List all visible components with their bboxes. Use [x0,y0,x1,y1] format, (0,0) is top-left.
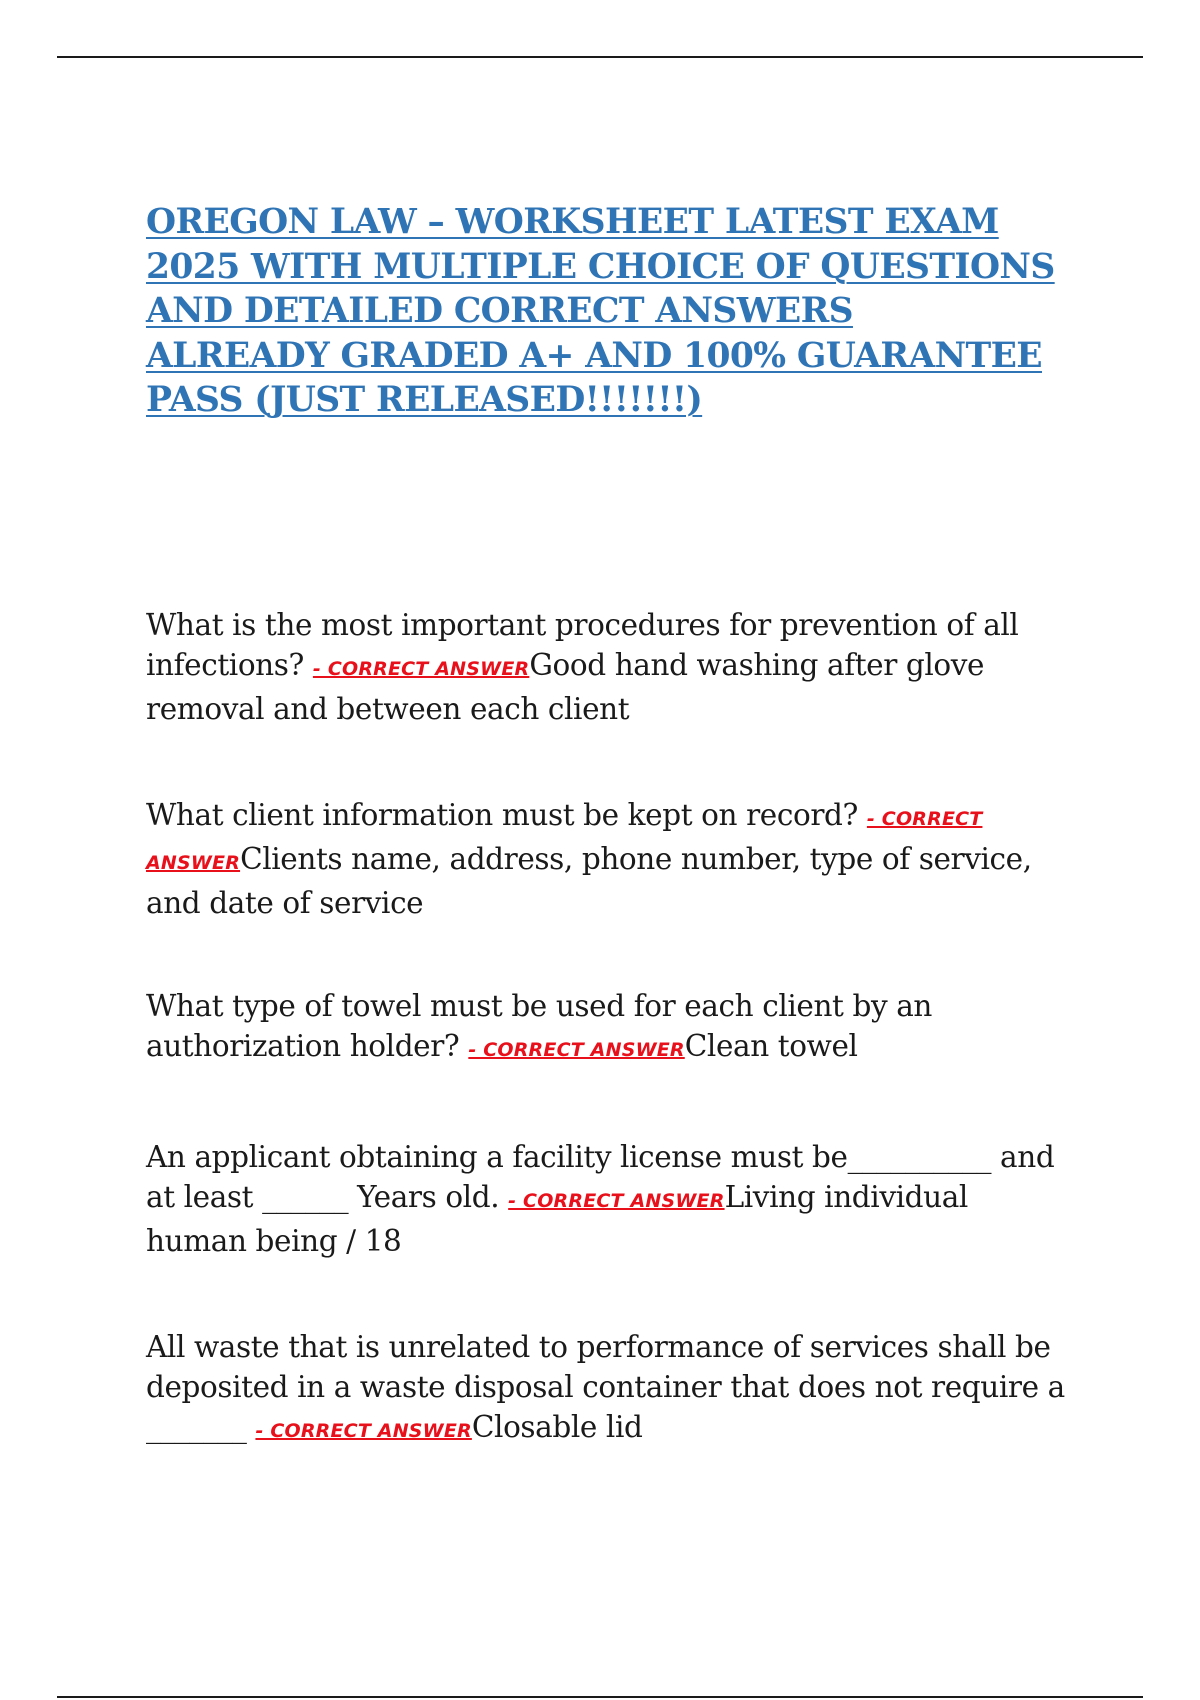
question-answer-item [146,1137,1076,1261]
answer-text: human being / 18 [146,1224,402,1258]
title-line: PASS (JUST RELEASED!!!!!!!) [146,380,703,420]
question-answer-item [146,605,1076,729]
title-line: 2025 WITH MULTIPLE CHOICE OF QUESTIONS [146,246,1055,287]
answer-text: Closable lid [471,1410,643,1444]
question-text: deposited in a waste disposal container that does not require a [146,1370,1065,1404]
question-answer-line [146,795,1076,839]
title-line: OREGON LAW – WORKSHEET LATEST EXAM [146,202,999,242]
question-text: What client information must be kept on record? [146,798,867,832]
question-text: All waste that is unrelated to performance of services shall be [146,1330,1051,1364]
correct-answer-marker: - CORRECT ANSWER [255,1420,472,1442]
question-answer-line [146,839,1076,883]
question-text: _______ [146,1410,256,1444]
question-text: authorization holder? [146,1029,469,1063]
answer-text: Living individual [724,1180,968,1214]
question-answer-line [146,645,1076,689]
header-rule [57,56,1143,58]
answer-text: Clients name, address, phone number, type of service, [240,842,1032,876]
correct-answer-marker: - CORRECT ANSWER [468,1039,685,1061]
correct-answer-marker: - CORRECT [866,808,983,830]
question-answer-line [146,1177,1076,1221]
question-answer-item [146,1327,1076,1451]
question-text: What is the most important procedures for prevention of all [146,608,1019,642]
question-answer-line [146,1026,1076,1070]
correct-answer-marker: ANSWER [146,852,241,874]
title-line: AND DETAILED CORRECT ANSWERS [146,291,853,331]
question-answer-item [146,795,1076,923]
document-title[interactable] [146,200,1076,423]
question-answer-item [146,986,1076,1070]
question-text: An applicant obtaining a facility license must be__________ and [146,1140,1055,1174]
question-text: What type of towel must be used for each client by an [146,989,932,1023]
answer-text: Good hand washing after glove [529,648,985,682]
question-text: infections? [146,648,313,682]
answer-text: and date of service [146,886,424,920]
question-text: at least ______ Years old. [146,1180,509,1214]
answer-text: removal and between each client [146,692,630,726]
footer-rule [57,1696,1143,1698]
title-line: ALREADY GRADED A+ AND 100% GUARANTEE [146,335,1042,376]
answer-text: Clean towel [684,1029,858,1063]
correct-answer-marker: - CORRECT ANSWER [312,658,530,680]
question-answer-line [146,1407,1076,1451]
correct-answer-marker: - CORRECT ANSWER [508,1190,725,1212]
